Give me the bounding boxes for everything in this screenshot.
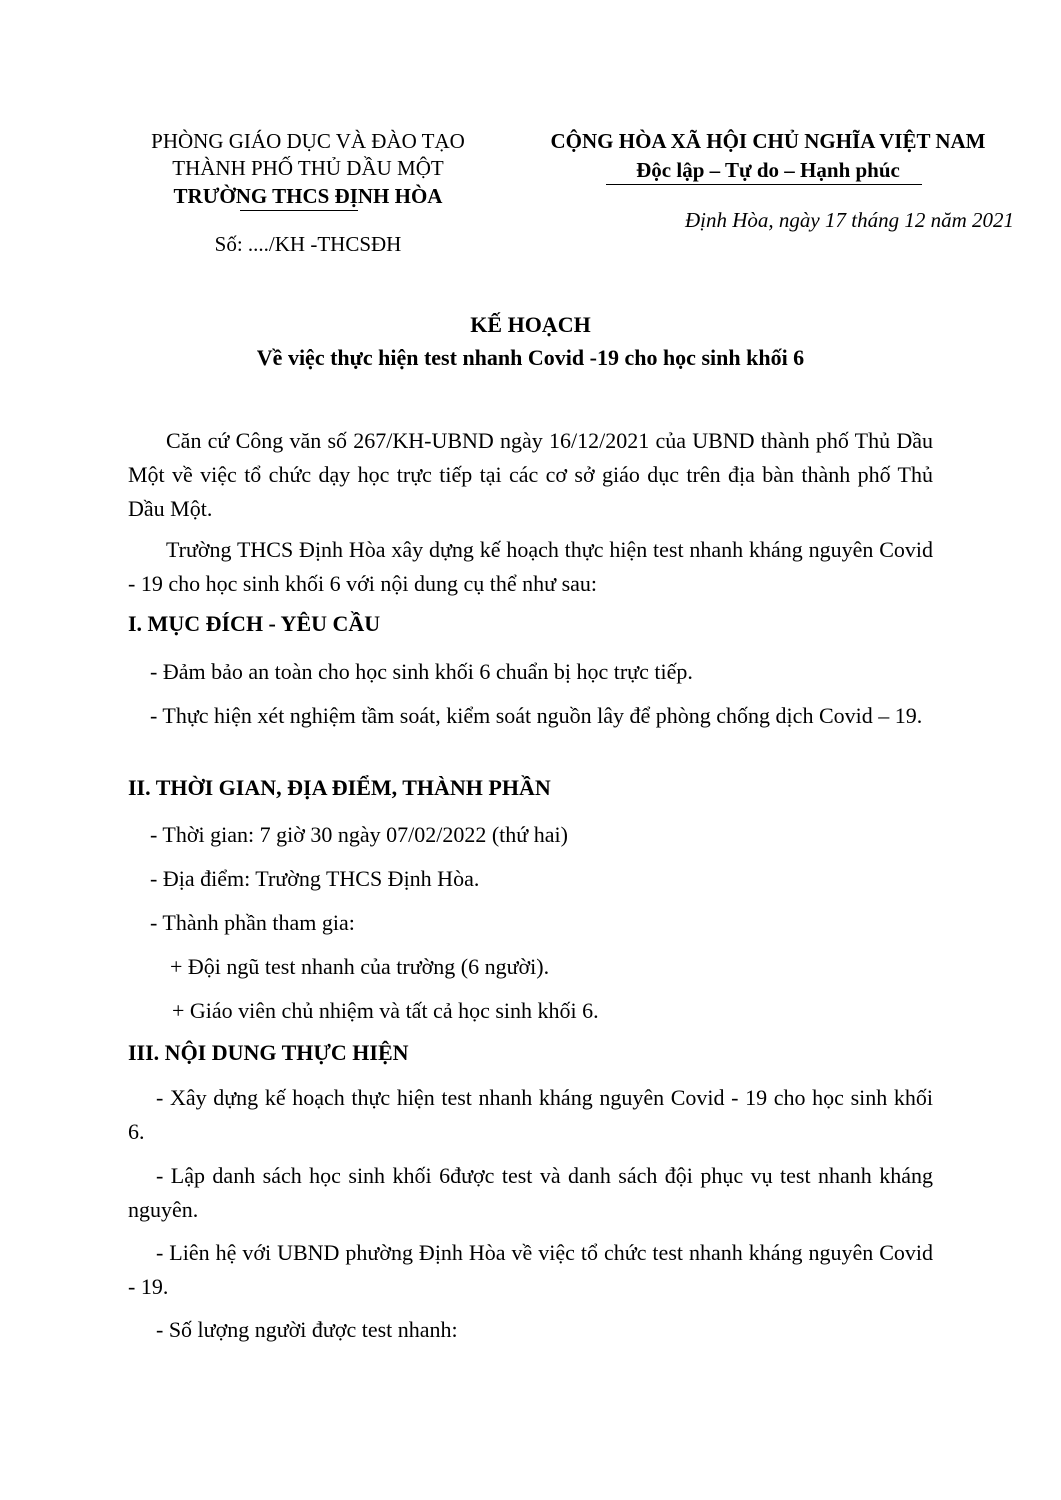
section-2-sub-1: + Đội ngũ test nhanh của trường (6 người). [170,954,550,979]
department-name: PHÒNG GIÁO DỤC VÀ ĐÀO TẠO [151,129,465,153]
section-2-heading: II. THỜI GIAN, ĐỊA ĐIỂM, THÀNH PHẦN [128,775,551,800]
section-2-members: - Thành phần tham gia: [150,910,355,935]
section-2-place: - Địa điểm: Trường THCS Định Hòa. [150,866,480,891]
document-subtitle: Về việc thực hiện test nhanh Covid -19 cho học sinh khối 6 [256,345,805,370]
motto-underline [606,184,922,185]
section-3-heading: III. NỘI DUNG THỰC HIỆN [128,1040,409,1065]
intro-paragraph-1: Căn cứ Công văn số 267/KH-UBND ngày 16/12/2021 của UBND thành phố Thủ Dầu Một về việc tổ chức dạy học trực tiếp tại các cơ sở giáo dục trên địa bàn thành phố Thủ Dầu Một. [128,428,933,521]
section-3-item-3: - Liên hệ với UBND phường Định Hòa về việc tổ chức test nhanh kháng nguyên Covid - 19. [128,1240,933,1299]
intro-paragraph-2: Trường THCS Định Hòa xây dựng kế hoạch thực hiện test nhanh kháng nguyên Covid - 19 cho học sinh khối 6 với nội dung cụ thể như sau: [128,537,933,596]
city-name: THÀNH PHỐ THỦ DẦU MỘT [172,156,444,180]
school-underline [240,210,358,211]
document-date: Định Hòa, ngày 17 tháng 12 năm 2021 [685,208,1014,232]
section-3-item-1: - Xây dựng kế hoạch thực hiện test nhanh kháng nguyên Covid - 19 cho học sinh khối 6. [128,1085,933,1144]
section-2-sub-2: + Giáo viên chủ nhiệm và tất cả học sinh khối 6. [172,998,599,1023]
section-1-item-2: - Thực hiện xét nghiệm tầm soát, kiểm soát nguồn lây để phòng chống dịch Covid – 19. [150,703,923,728]
document-title: KẾ HOẠCH [470,312,591,337]
document-number: Số: ..../KH -THCSĐH [214,232,402,256]
nation-title: CỘNG HÒA XÃ HỘI CHỦ NGHĨA VIỆT NAM [550,129,986,153]
section-1-item-1: - Đảm bảo an toàn cho học sinh khối 6 chuẩn bị học trực tiếp. [150,659,693,684]
nation-motto: Độc lập – Tự do – Hạnh phúc [636,158,900,182]
section-3-item-4: - Số lượng người được test nhanh: [156,1317,458,1342]
section-1-heading: I. MỤC ĐÍCH - YÊU CẦU [128,611,381,636]
school-name: TRƯỜNG THCS ĐỊNH HÒA [173,184,443,208]
section-2-time: - Thời gian: 7 giờ 30 ngày 07/02/2022 (thứ hai) [150,822,568,847]
section-3-item-2: - Lập danh sách học sinh khối 6được test và danh sách đội phục vụ test nhanh kháng nguyên. [128,1163,933,1222]
